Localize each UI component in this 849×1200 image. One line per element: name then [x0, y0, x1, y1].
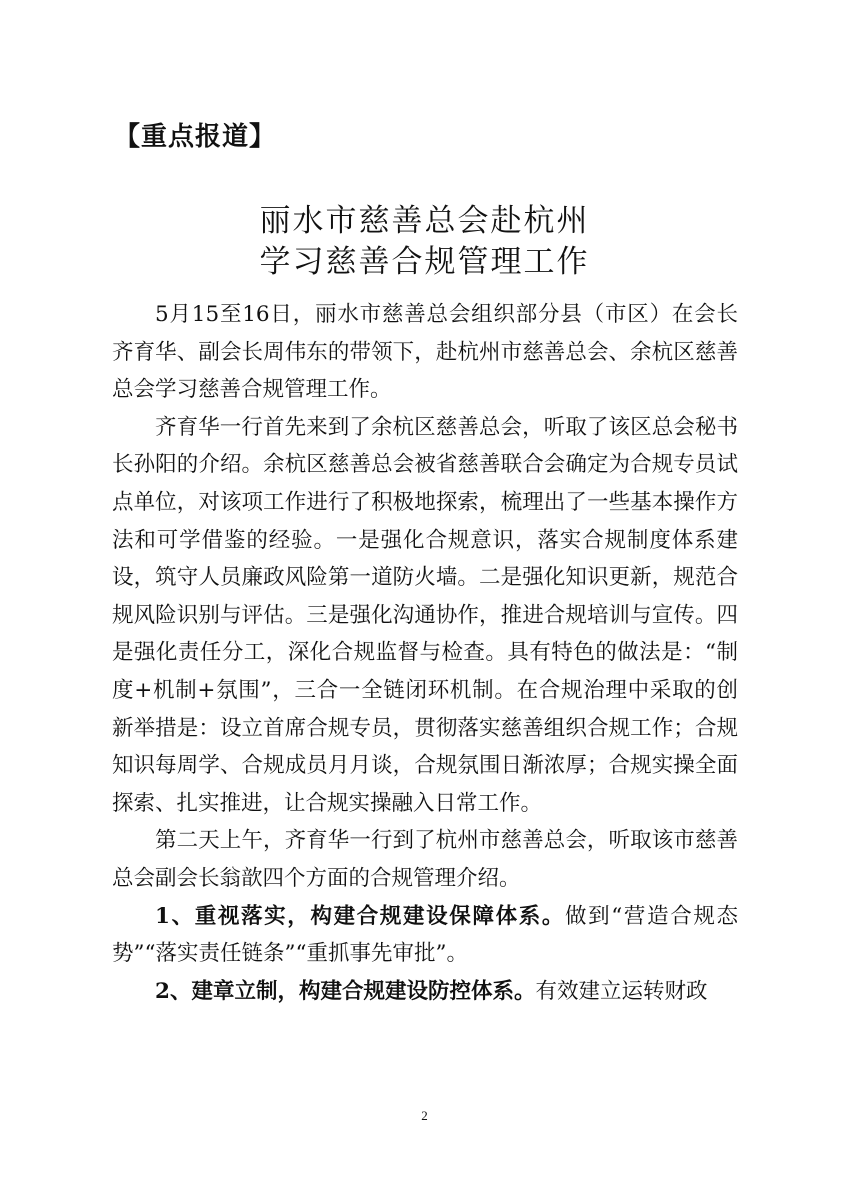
paragraph-text: 做到“营造合规态势”“落实责任链条”“重抓事先审批”。	[112, 903, 738, 967]
page-number: 2	[421, 1108, 428, 1123]
paragraph-text: 齐育华一行首先来到了余杭区慈善总会，听取了该区总会秘书长孙阳的介绍。余杭区慈善总会被省慈善联合会确定为合规专员试点单位，对该项工作进行了积极地探索，梳理出了一些基本操作方法和可学借鉴的经验。一是强化合规意识，落实合规制度体系建设，筑守人员廉政风险第一道防火墙。二是强化知识更新，规范合规风险识别与评估。三是强化沟通协作，推进合规培训与宣传。四是强化责任分工，深化合规监督与检查。具有特色的做法是：“制度+机制+氛围”，三合一全链闭环机制。在合规治理中采取的创新举措是：设立首席合规专员，贯彻落实慈善组织合规工作；合规知识每周学、合规成员月月谈，合规氛围日渐浓厚；合规实操全面探索、扎实推进，让合规实操融入日常工作。	[112, 414, 738, 816]
article-title-line-1: 丽水市慈善总会赴杭州	[259, 203, 590, 239]
paragraph-text: 有效建立运转财政	[535, 978, 708, 1004]
paragraph-text: 第二天上午，齐育华一行到了杭州市慈善总会，听取该市慈善总会副会长翁歆四个方面的合规管理介绍。	[112, 828, 738, 891]
article-body	[112, 296, 738, 1010]
paragraph-3	[112, 822, 738, 897]
paragraph-5	[112, 973, 738, 1011]
paragraph-4	[112, 898, 738, 973]
article-title-line-2: 学习慈善合规管理工作	[259, 244, 590, 280]
paragraph-heading: 2、建章立制，构建合规建设防控体系。	[155, 978, 536, 1004]
paragraph-2	[112, 409, 738, 823]
paragraph-text: 5月15至16日，丽水市慈善总会组织部分县（市区）在会长齐育华、副会长周伟东的带领下，赴杭州市慈善总会、余杭区慈善总会学习慈善合规管理工作。	[112, 302, 738, 403]
paragraph-1	[112, 296, 738, 409]
paragraph-heading: 1、重视落实，构建合规建设保障体系。	[155, 903, 566, 929]
section-tag: 【重点报道】	[114, 122, 277, 152]
